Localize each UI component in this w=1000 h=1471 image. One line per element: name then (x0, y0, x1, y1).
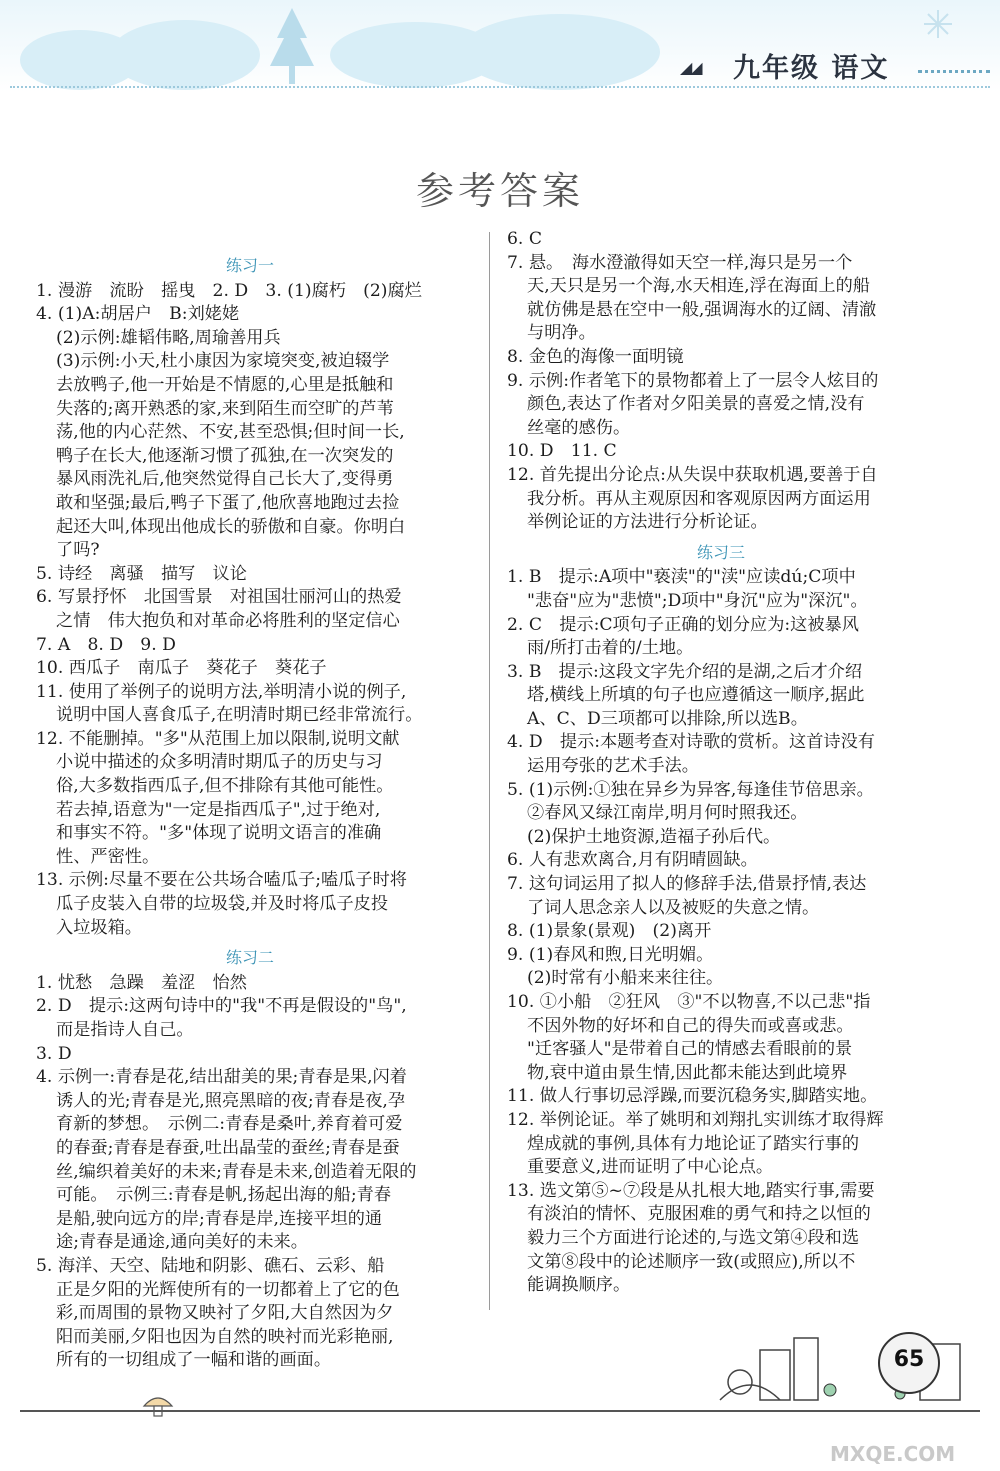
left-column (36, 228, 464, 1373)
answer-line: 失落的;离开熟悉的家,来到陌生而空旷的芦苇 (56, 398, 394, 419)
answer-line: 鸭子在长大,他逐渐习惯了孤独,在一次突发的 (56, 445, 394, 466)
answer-line: A、C、D三项都可以排除,所以选B。 (527, 708, 808, 729)
answer-line: 1. 忧愁 急躁 羞涩 怡然 (36, 972, 247, 993)
answer-line: 天,天只是另一个海,水天相连,浮在海面上的船 (527, 276, 870, 297)
answer-line: 6. 人有悲欢离合,月有阴晴圆缺。 (507, 850, 758, 871)
answer-line: 2. C 提示:C项句子正确的划分应为:这被暴风 (507, 614, 859, 635)
answer-line: 起还大叫,体现出他成长的骄傲和自豪。你明白 (56, 516, 406, 537)
answer-line: "悲奋"应为"悲愤";D项中"身沉"应为"深沉"。 (527, 590, 868, 611)
answer-line: 8. (1)景象(景观) (2)离开 (507, 921, 712, 942)
answer-line: 不因外物的好坏和自己的得失而或喜或悲。 (527, 1015, 854, 1036)
answer-line: 说明中国人喜食瓜子,在明清时期已经非常流行。 (56, 705, 423, 726)
answer-line: 10. ①小船 ②狂风 ③"不以物喜,不以己悲"指 (507, 992, 871, 1012)
answer-line: 所有的一切组成了一幅和谐的画面。 (56, 1350, 332, 1371)
mushroom-icon (140, 1390, 176, 1420)
answer-line: 5. (1)示例:①独在异乡为异客,每逢佳节倍思亲。 (507, 779, 874, 800)
answer-line: 若去掉,语意为"一定是指西瓜子",过于绝对, (56, 799, 381, 820)
section-heading: 练习三 (696, 542, 745, 562)
answer-line: 了词人思念亲人以及被贬的失意之情。 (527, 897, 820, 918)
answer-line: 性、严密性。 (56, 846, 160, 867)
answer-line: 彩,而周围的景物又映衬了夕阳,大自然因为夕 (56, 1303, 394, 1324)
section-heading: 练习一 (225, 256, 274, 275)
answer-line: 俗,大多数指西瓜子,但不排除有其他可能性。 (56, 776, 394, 797)
answer-line: 12. 不能删掉。"多"从范围上加以限制,说明文献 (36, 728, 400, 749)
answer-line: 6. 写景抒怀 北国雪景 对祖国壮丽河山的热爱 (36, 587, 402, 608)
answer-line: 文第⑧段中的论述顺序一致(或照应),所以不 (527, 1251, 856, 1272)
answer-line: 而是指诗人自己。 (56, 1020, 194, 1040)
answer-line: 了吗? (56, 540, 100, 561)
answer-line: 塔,横线上所填的句子也应遵循这一顺序,据此 (527, 685, 865, 706)
answer-line: (2)示例:雄韬伟略,周瑜善用兵 (56, 327, 281, 348)
answer-line: 丝,编织着美好的未来;青春是未来,创造着无限的 (56, 1161, 417, 1182)
header-divider (10, 86, 990, 88)
watermark: MXQE.COM (830, 1442, 956, 1466)
answer-line: 2. D 提示:这两句诗中的"我"不再是假设的"鸟", (36, 996, 407, 1017)
answer-line: "迁客骚人"是带着自己的情感去看眼前的景 (527, 1039, 853, 1060)
answer-line: 6. C (507, 229, 543, 249)
footer-line (20, 1410, 980, 1412)
answer-line: 4. (1)A:胡居户 B:刘姥姥 (36, 304, 240, 325)
answer-line: 煌成就的事例,具体有力地论证了踏实行事的 (527, 1133, 860, 1154)
answer-line: 暴风雨洗礼后,他突然觉得自己长大了,变得勇 (56, 469, 394, 490)
answer-line: 7. A 8. D 9. D (36, 634, 176, 655)
double-arrow-icon: ◢◢ (680, 58, 701, 77)
answer-line: 可能。 示例三:青春是帆,扬起出海的船;青春 (56, 1185, 392, 1206)
cloud-decoration (460, 14, 660, 90)
answer-line: 9. (1)春风和煦,日光明媚。 (507, 944, 714, 965)
answer-line: 敢和坚强;最后,鸭子下蛋了,他欣喜地跑过去捡 (56, 492, 400, 513)
answer-line: 是船,驶向远方的岸;青春是岸,连接平坦的通 (56, 1208, 383, 1229)
answer-line: 小说中描述的众多明清时期瓜子的历史与习 (56, 752, 383, 773)
answer-line: 7. 这句词运用了拟人的修辞手法,借景抒情,表达 (507, 874, 867, 895)
answer-line: 和事实不符。"多"体现了说明文语言的准确 (56, 823, 382, 844)
answer-line: 运用夸张的艺术手法。 (527, 756, 699, 777)
answer-line: 1. 漫游 流盼 摇曳 2. D 3. (1)腐朽 (2)腐烂 (36, 280, 422, 301)
page-number: 65 (893, 1347, 925, 1372)
answer-line: 诱人的光;青春是光,照亮黑暗的夜;青春是夜,孕 (56, 1090, 406, 1111)
answer-line: 11. 做人行事切忌浮躁,而要沉稳务实,脚踏实地。 (507, 1086, 878, 1107)
answer-line: 12. 举例论证。举了姚明和刘翔扎实训练才取得辉 (507, 1109, 884, 1130)
answer-line: 入垃圾箱。 (56, 917, 142, 938)
grade-subject-label: 九年级 语文 (733, 53, 890, 84)
answer-line: 12. 首先提出分论点:从失误中获取机遇,要善于自 (507, 464, 878, 485)
answer-line: 之情 伟大抱负和对革命必将胜利的坚定信心 (56, 610, 400, 631)
answer-line: 能调换顺序。 (527, 1275, 631, 1296)
answer-line: 育新的梦想。 示例二:青春是桑叶,养育着可爱 (56, 1114, 403, 1135)
answer-line: (2)时常有小船来来往往。 (527, 968, 724, 989)
column-divider (489, 232, 490, 1310)
answer-line: 颜色,表达了作者对夕阳美景的喜爱之情,没有 (527, 394, 865, 415)
answer-line: 我分析。再从主观原因和客观原因两方面运用 (527, 488, 871, 509)
answer-line: 11. 使用了举例子的说明方法,举明清小说的例子, (36, 681, 407, 702)
answer-line: 1. B 提示:A项中"亵渎"的"渎"应读dú;C项中 (507, 567, 856, 588)
answer-line: 的春蚕;青春是春蚕,吐出晶莹的蚕丝;青春是蚕 (56, 1137, 400, 1158)
answer-line: 去放鸭子,他一开始是不情愿的,心里是抵触和 (56, 374, 394, 395)
answer-line: 3. D (36, 1043, 72, 1064)
answer-line: (3)示例:小天,杜小康因为家境突变,被迫辍学 (56, 351, 390, 372)
title-dots-decoration (918, 70, 990, 73)
answer-line: (2)保护土地资源,造福子孙后代。 (527, 826, 781, 847)
answer-line: 阳而美丽,夕阳也因为自然的映衬而光彩艳丽, (56, 1326, 394, 1347)
answer-line: 4. 示例一:青春是花,结出甜美的果;青春是果,闪着 (36, 1067, 407, 1088)
answer-line: 13. 选文第⑤~⑦段是从扎根大地,踏实行事,需要 (507, 1180, 875, 1201)
answer-line: 就仿佛是悬在空中一般,强调海水的辽阔、清澈 (527, 299, 877, 320)
answer-line: 与明净。 (527, 323, 596, 344)
snowflake-icon (908, 6, 968, 46)
answer-line: 有淡泊的情怀、克服困难的勇气和持之以恒的 (527, 1204, 871, 1225)
answer-line: 雨/所打击着的/土地。 (527, 638, 694, 659)
answer-line: 举例论证的方法进行分析论证。 (527, 512, 768, 533)
answer-line: 荡,他的内心茫然、不安,甚至恐惧;但时间一长, (56, 422, 405, 443)
answer-line: 重要意义,进而证明了中心论点。 (527, 1157, 774, 1178)
page-number-badge (878, 1332, 940, 1394)
pine-tree-icon (262, 8, 322, 88)
answer-line: 丝毫的感伤。 (527, 417, 631, 438)
answer-line: 8. 金色的海像一面明镜 (507, 346, 684, 367)
answer-line: 物,衰中道由景生情,因此都未能达到此境界 (527, 1062, 848, 1083)
answer-line: 途;青春是通途,通向美好的未来。 (56, 1232, 308, 1253)
answer-line: 毅力三个方面进行论述的,与选文第④段和选 (527, 1227, 860, 1248)
answer-line: 10. D 11. C (507, 441, 617, 462)
answer-line: 5. 海洋、天空、陆地和阴影、礁石、云彩、船 (36, 1255, 385, 1276)
page-title: 参考答案 (415, 169, 584, 213)
answer-line: 4. D 提示:本题考查对诗歌的赏析。这首诗没有 (507, 732, 875, 753)
answer-line: 7. 悬。 海水澄澈得如天空一样,海只是另一个 (507, 252, 853, 273)
answer-line: 正是夕阳的光辉使所有的一切都着上了它的色 (56, 1279, 400, 1300)
cloud-decoration (110, 20, 260, 90)
answer-line: 5. 诗经 离骚 描写 议论 (36, 563, 247, 584)
answer-line: 9. 示例:作者笔下的景物都着上了一层令人炫目的 (507, 370, 879, 391)
answer-line: ②春风又绿江南岸,明月何时照我还。 (527, 803, 808, 824)
answer-line: 10. 西瓜子 南瓜子 葵花子 葵花子 (36, 658, 327, 679)
right-column (507, 228, 935, 1298)
section-heading: 练习二 (225, 948, 274, 968)
answer-line: 13. 示例:尽量不要在公共场合嗑瓜子;嗑瓜子时将 (36, 870, 407, 891)
answer-line: 3. B 提示:这段文字先介绍的是湖,之后才介绍 (507, 661, 863, 682)
answer-line: 瓜子皮装入自带的垃圾袋,并及时将瓜子皮投 (56, 894, 389, 915)
